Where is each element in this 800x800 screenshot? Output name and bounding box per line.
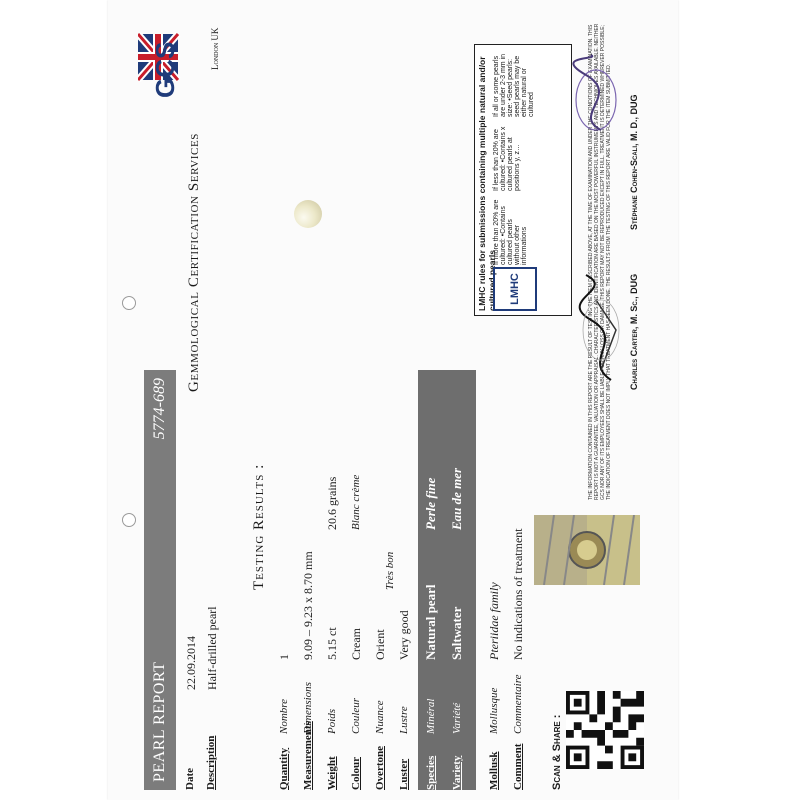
lmhc-box: [474, 44, 572, 316]
report-number: 5774-689: [151, 378, 168, 440]
quantity-sub: Nombre: [278, 698, 290, 734]
date-label: Date: [184, 768, 196, 790]
hologram-security-seal: [534, 515, 640, 585]
gcs-logo: [138, 28, 182, 100]
right-signatory-name: Stéphane Cohen-Scali, M. D., DUG: [629, 94, 639, 230]
scan-share-label: Scan & Share :: [551, 714, 563, 790]
gcs-logo-text: GCS: [150, 41, 180, 98]
species-sub: Minéral: [425, 698, 437, 734]
weight-grains: 20.6 grains: [325, 476, 339, 530]
species-value: Natural pearl: [423, 584, 438, 660]
variety-french: Eau de mer: [449, 467, 464, 530]
quantity-value: 1: [277, 654, 291, 660]
date-value: 22.09.2014: [184, 636, 198, 690]
colour-label: Colour: [350, 757, 362, 790]
comment-label: Comment: [512, 743, 524, 790]
description-value: Half-drilled pearl: [205, 606, 219, 690]
variety-label: Variety: [451, 755, 463, 790]
luster-french: Très bon: [384, 551, 396, 590]
report-header-bar: [144, 370, 176, 790]
measurements-value: 9.09 – 9.23 x 8.70 mm: [301, 551, 315, 660]
lmhc-rule-seed-pearls: If all or some pearls are under 2-3 mm in size: •Seed pearls: seed pearls may be either natural or cultured: [493, 53, 535, 117]
measurements-label: Measurements: [302, 721, 314, 790]
right-signature: [566, 50, 626, 150]
species-french: Perle fine: [423, 477, 438, 530]
lmhc-rule-more-than-20: If more than 20% are cultured: •Contains cultured pearls without other informations: [493, 199, 528, 265]
measurements-sub: Dimensions: [302, 682, 314, 734]
testing-results-heading: Testing Results :: [251, 463, 267, 590]
luster-sub: Lustre: [398, 706, 410, 734]
weight-value: 5.15 ct: [325, 627, 339, 660]
mollusk-value: Pteriidae family: [487, 582, 501, 660]
lmhc-logo: LMHC: [493, 267, 537, 311]
species-label: Species: [425, 755, 437, 790]
species-variety-band: [418, 370, 476, 790]
overtone-value: Orient: [373, 629, 387, 660]
comment-sub: Commentaire: [512, 674, 524, 734]
variety-value: Saltwater: [449, 606, 464, 660]
colour-sub: Couleur: [350, 697, 362, 734]
left-signatory-name: Charles Carter, M. Sc., DUG: [629, 273, 639, 390]
report-title: PEARL REPORT: [151, 661, 168, 782]
weight-sub: Poids: [326, 708, 338, 734]
lmhc-title: LMHC rules for submissions containing multiple natural and/or cultured pearls: [477, 56, 497, 311]
left-signature: [571, 270, 631, 390]
weight-label: Weight: [326, 756, 338, 790]
mollusk-sub: Mollusque: [488, 687, 500, 734]
organisation-name: Gemmological Certification Services: [186, 132, 202, 392]
qr-code-icon: [566, 690, 644, 770]
luster-label: Luster: [398, 758, 410, 790]
colour-french: Blanc crème: [350, 474, 362, 530]
disclaimer-text: THE INFORMATION CONTAINED IN THIS REPORT ARE THE RESULT OF TESTING THE ITEM DESCRIBED ABOVE, AT THE TIME OF EXAMINATION AND UNDER THE CONDITIONS OF EXAMINATION. THIS REPORT IS NOT A GUARANTEE, VALUATION OR APPRAISAL. CHARACTERISTICS AND IDENTIFICATION ARE BASED ON THE MOST POWERFUL INSTRUMENTS AND TECHNIQUES AVAILABLE. NEITHER GCS NOR ANY OF ITS EMPLOYEES SHALL BE LIABLE FOR ANY LOSS OR DAMAGE. THIS REPORT MAY NOT BE REPRODUCED EXCEPT IN FULL. TREATMENT IS DETERMINED WHEREVER POSSIBLE; THE INDICATION OF TREATMENT DOES NOT IMPLY THAT TREATMENT HAS BEEN DONE. THE RESULTS FROM THE TESTING OF THIS REPORT ARE VALID FOR THE ITEM SUBMITTED.: [588, 23, 612, 500]
pearl-photo: [294, 200, 322, 228]
overtone-sub: Nuance: [374, 700, 386, 734]
overtone-label: Overtone: [374, 746, 386, 790]
variety-sub: Variété: [451, 702, 463, 734]
quantity-label: Quantity: [278, 747, 290, 790]
certificate-rotated: [126, 10, 646, 790]
mollusk-label: Mollusk: [488, 751, 500, 790]
comment-value: No indications of treatment: [511, 528, 525, 660]
organisation-location: London UK: [210, 27, 220, 70]
colour-value: Cream: [349, 628, 363, 660]
lmhc-rule-less-than-20: If less than 20% are cultured: •Contains x cultured pearls at positions y, z…: [493, 126, 521, 191]
description-label: Description: [205, 735, 217, 790]
luster-value: Very good: [397, 610, 411, 660]
